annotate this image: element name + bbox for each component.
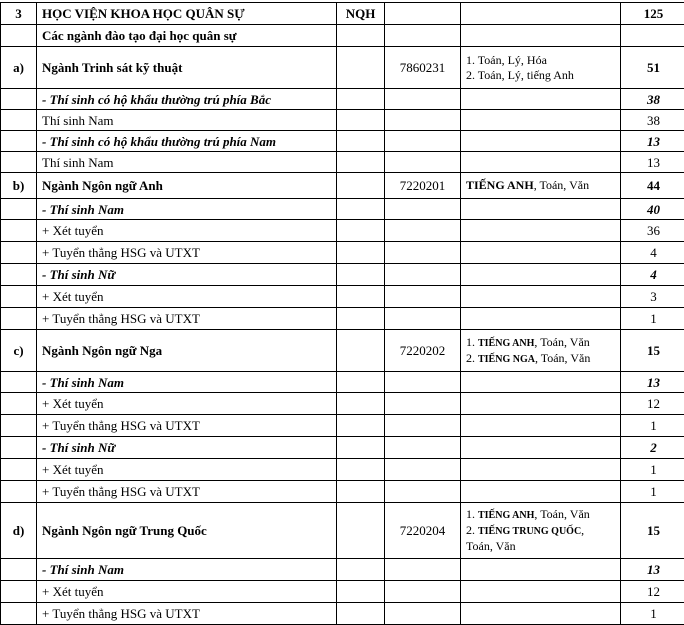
quota-row xyxy=(1,308,684,330)
subject-rest: , Toán, Văn xyxy=(534,335,589,349)
quota-value: 13 xyxy=(621,372,684,393)
quota-value: 4 xyxy=(621,264,684,286)
subject-caps: TIẾNG ANH xyxy=(478,338,534,349)
empty-cell xyxy=(461,131,621,152)
empty-cell xyxy=(337,286,385,308)
subject-combo: 2. Toán, Lý, tiếng Anh xyxy=(466,68,615,83)
empty-cell xyxy=(385,581,461,603)
major-code: 7220201 xyxy=(385,173,461,199)
major-quota: 51 xyxy=(621,47,684,89)
quota-label: - Thí sinh Nam xyxy=(37,199,337,220)
quota-value: 36 xyxy=(621,220,684,242)
empty-cell xyxy=(461,110,621,131)
empty-cell xyxy=(461,264,621,286)
quota-row xyxy=(1,131,684,152)
empty-cell xyxy=(385,131,461,152)
empty-cell xyxy=(1,459,37,481)
subject-combo xyxy=(466,539,615,554)
quota-label: Thí sinh Nam xyxy=(37,152,337,173)
empty-cell xyxy=(1,415,37,437)
major-row-b xyxy=(1,173,684,199)
empty-cell xyxy=(461,559,621,581)
quota-label: - Thí sinh Nữ xyxy=(37,264,337,286)
empty-cell xyxy=(461,581,621,603)
quota-row xyxy=(1,286,684,308)
empty-cell xyxy=(337,559,385,581)
quota-row xyxy=(1,559,684,581)
quota-label: - Thí sinh có hộ khẩu thường trú phía Bắc xyxy=(37,89,337,110)
empty-cell xyxy=(385,199,461,220)
subject-rest: Toán, Văn xyxy=(466,539,516,553)
major-quota: 15 xyxy=(621,330,684,372)
empty-cell xyxy=(385,25,461,47)
empty-cell xyxy=(1,242,37,264)
major-name: Ngành Trinh sát kỹ thuật xyxy=(37,47,337,89)
quota-value: 1 xyxy=(621,415,684,437)
quota-value: 13 xyxy=(621,131,684,152)
empty-cell xyxy=(461,308,621,330)
major-quota: 44 xyxy=(621,173,684,199)
empty-cell xyxy=(1,89,37,110)
quota-row xyxy=(1,89,684,110)
quota-value: 38 xyxy=(621,89,684,110)
empty-cell xyxy=(385,372,461,393)
empty-cell xyxy=(337,173,385,199)
empty-cell xyxy=(1,264,37,286)
empty-cell xyxy=(385,603,461,625)
empty-cell xyxy=(385,308,461,330)
subject-caps: TIẾNG TRUNG QUỐC xyxy=(478,526,581,537)
empty-cell xyxy=(385,481,461,503)
quota-row xyxy=(1,481,684,503)
major-subjects xyxy=(461,47,621,89)
empty-cell xyxy=(1,110,37,131)
subject-caps: TIẾNG ANH xyxy=(466,178,534,192)
empty-cell xyxy=(1,308,37,330)
quota-label: + Xét tuyển xyxy=(37,459,337,481)
empty-cell xyxy=(1,481,37,503)
empty-cell xyxy=(337,330,385,372)
quota-row xyxy=(1,372,684,393)
quota-label: + Tuyển thẳng HSG và UTXT xyxy=(37,415,337,437)
subject-rest: , Toán, Văn xyxy=(534,507,589,521)
empty-cell xyxy=(461,25,621,47)
category-title: Các ngành đào tạo đại học quân sự xyxy=(37,25,337,47)
empty-cell xyxy=(385,89,461,110)
empty-cell xyxy=(337,47,385,89)
empty-cell xyxy=(1,559,37,581)
subject-combo xyxy=(466,335,615,351)
school-stt: 3 xyxy=(1,3,37,25)
empty-cell xyxy=(385,393,461,415)
empty-cell xyxy=(337,603,385,625)
school-major-code-cell xyxy=(385,3,461,25)
major-quota: 15 xyxy=(621,503,684,559)
quota-label: + Tuyển thẳng HSG và UTXT xyxy=(37,242,337,264)
subject-prefix: 1. xyxy=(466,335,478,349)
subject-rest: , Toán, Văn xyxy=(535,351,590,365)
major-row-d xyxy=(1,503,684,559)
empty-cell xyxy=(337,152,385,173)
empty-cell xyxy=(1,437,37,459)
school-subjects-cell xyxy=(461,3,621,25)
subject-combo: 1. Toán, Lý, Hóa xyxy=(466,53,615,68)
empty-cell xyxy=(461,372,621,393)
subject-caps: TIẾNG ANH xyxy=(478,510,534,521)
quota-label: + Xét tuyển xyxy=(37,393,337,415)
empty-cell xyxy=(1,393,37,415)
major-subjects xyxy=(461,503,621,559)
quota-value: 1 xyxy=(621,603,684,625)
quota-value: 13 xyxy=(621,559,684,581)
quota-value: 12 xyxy=(621,581,684,603)
empty-cell xyxy=(337,220,385,242)
subject-rest: , xyxy=(581,523,584,537)
empty-cell xyxy=(337,199,385,220)
empty-cell xyxy=(385,242,461,264)
empty-cell xyxy=(385,559,461,581)
empty-cell xyxy=(385,110,461,131)
empty-cell xyxy=(337,503,385,559)
major-name: Ngành Ngôn ngữ Trung Quốc xyxy=(37,503,337,559)
empty-cell xyxy=(337,308,385,330)
subject-rest: , Toán, Văn xyxy=(534,178,589,192)
quota-value: 1 xyxy=(621,459,684,481)
quota-row xyxy=(1,220,684,242)
empty-cell xyxy=(337,110,385,131)
empty-cell xyxy=(385,264,461,286)
major-subjects xyxy=(461,173,621,199)
major-code: 7220202 xyxy=(385,330,461,372)
empty-cell xyxy=(337,437,385,459)
empty-cell xyxy=(1,581,37,603)
quota-row xyxy=(1,199,684,220)
category-stt-cell xyxy=(1,25,37,47)
major-code: 7220204 xyxy=(385,503,461,559)
quota-row xyxy=(1,603,684,625)
major-code: 7860231 xyxy=(385,47,461,89)
empty-cell xyxy=(1,131,37,152)
empty-cell xyxy=(461,393,621,415)
empty-cell xyxy=(461,220,621,242)
empty-cell xyxy=(461,199,621,220)
quota-row xyxy=(1,393,684,415)
major-name: Ngành Ngôn ngữ Nga xyxy=(37,330,337,372)
quota-value: 4 xyxy=(621,242,684,264)
major-row-a xyxy=(1,47,684,89)
quota-row xyxy=(1,415,684,437)
quota-value: 40 xyxy=(621,199,684,220)
quota-value: 1 xyxy=(621,481,684,503)
subject-combo xyxy=(466,523,615,539)
quota-label: - Thí sinh Nam xyxy=(37,372,337,393)
quota-value: 3 xyxy=(621,286,684,308)
empty-cell xyxy=(337,242,385,264)
school-row xyxy=(1,3,684,25)
empty-cell xyxy=(1,199,37,220)
empty-cell xyxy=(385,459,461,481)
empty-cell xyxy=(385,286,461,308)
empty-cell xyxy=(621,25,684,47)
empty-cell xyxy=(337,459,385,481)
quota-label: - Thí sinh có hộ khẩu thường trú phía Nam xyxy=(37,131,337,152)
school-name: HỌC VIỆN KHOA HỌC QUÂN SỰ xyxy=(37,3,337,25)
empty-cell xyxy=(337,131,385,152)
empty-cell xyxy=(1,152,37,173)
empty-cell xyxy=(461,603,621,625)
empty-cell xyxy=(337,481,385,503)
empty-cell xyxy=(461,415,621,437)
empty-cell xyxy=(337,264,385,286)
major-stt: b) xyxy=(1,173,37,199)
empty-cell xyxy=(385,152,461,173)
empty-cell xyxy=(1,372,37,393)
school-quota: 125 xyxy=(621,3,684,25)
school-code: NQH xyxy=(337,3,385,25)
major-stt: a) xyxy=(1,47,37,89)
subject-caps: TIẾNG NGA xyxy=(478,354,535,365)
quota-label: - Thí sinh Nam xyxy=(37,559,337,581)
quota-label: + Xét tuyển xyxy=(37,220,337,242)
quota-row xyxy=(1,459,684,481)
empty-cell xyxy=(337,581,385,603)
empty-cell xyxy=(1,286,37,308)
subject-prefix: 1. xyxy=(466,507,478,521)
major-row-c xyxy=(1,330,684,372)
major-subjects xyxy=(461,330,621,372)
quota-row xyxy=(1,152,684,173)
quota-value: 1 xyxy=(621,308,684,330)
empty-cell xyxy=(337,89,385,110)
empty-cell xyxy=(337,25,385,47)
empty-cell xyxy=(461,89,621,110)
empty-cell xyxy=(461,152,621,173)
category-row xyxy=(1,25,684,47)
quota-label: - Thí sinh Nữ xyxy=(37,437,337,459)
quota-row xyxy=(1,437,684,459)
empty-cell xyxy=(337,372,385,393)
empty-cell xyxy=(461,242,621,264)
quota-label: + Xét tuyển xyxy=(37,286,337,308)
quota-label: + Tuyển thẳng HSG và UTXT xyxy=(37,308,337,330)
major-name: Ngành Ngôn ngữ Anh xyxy=(37,173,337,199)
quota-row xyxy=(1,110,684,131)
empty-cell xyxy=(385,220,461,242)
quota-label: + Tuyển thẳng HSG và UTXT xyxy=(37,481,337,503)
empty-cell xyxy=(1,220,37,242)
subject-combo xyxy=(466,351,615,367)
empty-cell xyxy=(461,481,621,503)
empty-cell xyxy=(385,415,461,437)
subject-combo xyxy=(466,507,615,523)
quota-value: 13 xyxy=(621,152,684,173)
admission-quota-table xyxy=(0,2,684,625)
quota-label: + Xét tuyển xyxy=(37,581,337,603)
empty-cell xyxy=(1,603,37,625)
empty-cell xyxy=(337,393,385,415)
empty-cell xyxy=(385,437,461,459)
quota-label: + Tuyển thẳng HSG và UTXT xyxy=(37,603,337,625)
quota-label: Thí sinh Nam xyxy=(37,110,337,131)
quota-value: 12 xyxy=(621,393,684,415)
major-stt: d) xyxy=(1,503,37,559)
empty-cell xyxy=(337,415,385,437)
quota-value: 2 xyxy=(621,437,684,459)
empty-cell xyxy=(461,286,621,308)
quota-row xyxy=(1,264,684,286)
empty-cell xyxy=(461,459,621,481)
major-stt: c) xyxy=(1,330,37,372)
empty-cell xyxy=(461,437,621,459)
quota-row xyxy=(1,242,684,264)
quota-row xyxy=(1,581,684,603)
subject-prefix: 2. xyxy=(466,351,478,365)
quota-value: 38 xyxy=(621,110,684,131)
subject-prefix: 2. xyxy=(466,523,478,537)
